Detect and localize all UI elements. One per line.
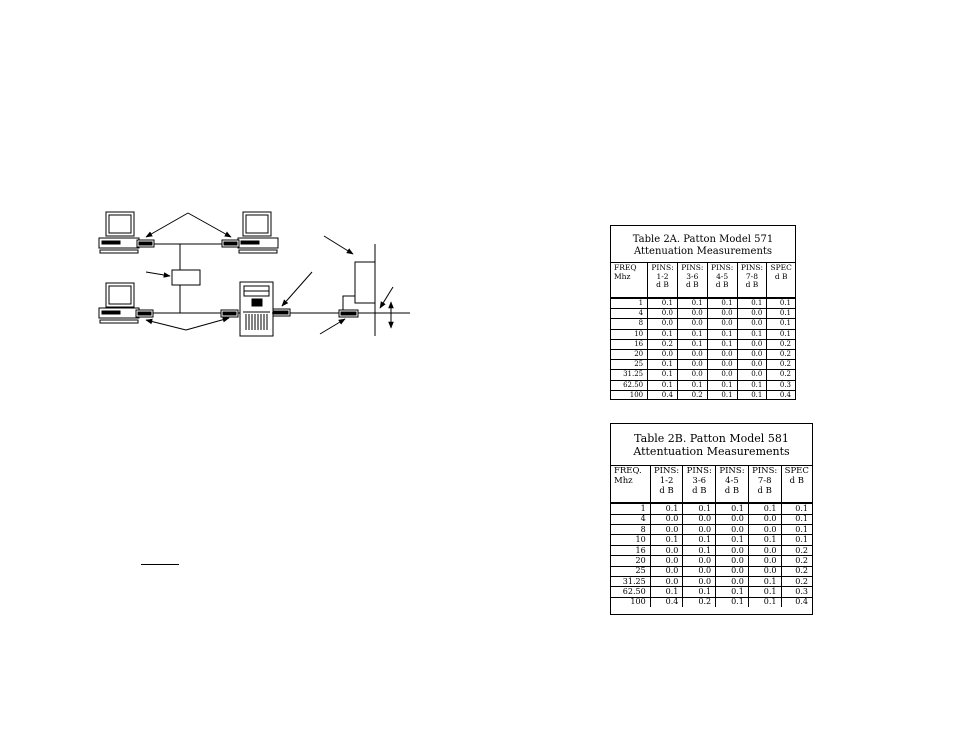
cell-pins-7-8: 0.1 — [737, 298, 767, 309]
attenuation-table-581 — [610, 423, 813, 615]
cell-pins-7-8: 0.0 — [737, 339, 767, 349]
cell-pins-4-5: 0.1 — [716, 587, 749, 597]
cell-pins-7-8: 0.1 — [748, 577, 781, 587]
table-row — [611, 298, 795, 309]
header-spec: SPEC d B — [781, 466, 812, 504]
cell-pins-7-8: 0.0 — [748, 525, 781, 535]
cell-pins-7-8: 0.0 — [748, 514, 781, 524]
cell-pins-7-8: 0.0 — [748, 545, 781, 555]
surge-protector-icon — [222, 240, 239, 247]
cell-spec: 0.3 — [781, 587, 812, 597]
cell-pins-4-5: 0.0 — [716, 545, 749, 555]
cell-pins-7-8: 0.1 — [737, 390, 767, 400]
cell-pins-1-2: 0.0 — [648, 349, 678, 359]
cell-freq: 25 — [611, 566, 650, 576]
cell-pins-1-2: 0.1 — [648, 380, 678, 390]
computer-icon — [99, 283, 139, 323]
cell-pins-3-6: 0.0 — [677, 370, 707, 380]
cell-freq: 20 — [611, 349, 648, 359]
cell-pins-4-5: 0.1 — [707, 380, 737, 390]
header-pins-4-5: PINS: 4-5 d B — [716, 466, 749, 504]
cell-freq: 8 — [611, 319, 648, 329]
table-title-line1: Table 2A. Patton Model 571 — [632, 234, 774, 245]
cell-pins-3-6: 0.0 — [677, 309, 707, 319]
measurement-grid — [611, 262, 795, 400]
cell-pins-1-2: 0.0 — [648, 309, 678, 319]
cell-pins-3-6: 0.2 — [683, 597, 716, 607]
cell-pins-7-8: 0.1 — [748, 597, 781, 607]
cell-pins-4-5: 0.0 — [707, 319, 737, 329]
table-row — [611, 349, 795, 359]
cell-freq: 10 — [611, 329, 648, 339]
table-row — [611, 556, 812, 566]
table-row — [611, 577, 812, 587]
cell-pins-4-5: 0.0 — [716, 566, 749, 576]
cell-pins-4-5: 0.1 — [707, 298, 737, 309]
cell-pins-7-8: 0.0 — [737, 309, 767, 319]
cell-freq: 31.25 — [611, 370, 648, 380]
hub-icon — [172, 270, 200, 285]
header-row — [611, 263, 795, 299]
cell-spec: 0.1 — [767, 319, 795, 329]
table-row — [611, 514, 812, 524]
cell-pins-4-5: 0.0 — [707, 309, 737, 319]
cell-freq: 1 — [611, 298, 648, 309]
cell-spec: 0.1 — [781, 503, 812, 514]
cell-spec: 0.2 — [767, 339, 795, 349]
table-title-line2: Attentuation Measurements — [633, 444, 790, 458]
table-row — [611, 525, 812, 535]
cell-pins-3-6: 0.0 — [677, 360, 707, 370]
cell-freq: 4 — [611, 514, 650, 524]
cell-pins-3-6: 0.0 — [683, 514, 716, 524]
wall-jack-icon — [355, 262, 375, 303]
table-title — [611, 226, 795, 262]
cell-freq: 16 — [611, 339, 648, 349]
cell-pins-3-6: 0.2 — [677, 390, 707, 400]
cell-spec: 0.3 — [767, 380, 795, 390]
cell-pins-3-6: 0.1 — [683, 545, 716, 555]
header-pins-4-5: PINS: 4-5 d B — [707, 263, 737, 299]
surge-protector-icon — [137, 240, 154, 247]
cell-pins-1-2: 0.1 — [650, 587, 683, 597]
table-row — [611, 319, 795, 329]
cell-pins-7-8: 0.0 — [737, 349, 767, 359]
cell-pins-3-6: 0.1 — [677, 339, 707, 349]
cell-pins-1-2: 0.0 — [650, 556, 683, 566]
measurement-grid — [611, 465, 812, 607]
cell-pins-3-6: 0.0 — [683, 556, 716, 566]
table-body — [611, 298, 795, 400]
cell-pins-1-2: 0.0 — [648, 319, 678, 329]
table-row — [611, 309, 795, 319]
cell-pins-7-8: 0.0 — [737, 360, 767, 370]
cell-freq: 16 — [611, 545, 650, 555]
cell-spec: 0.1 — [781, 525, 812, 535]
cell-spec: 0.2 — [781, 566, 812, 576]
cell-freq: 62.50 — [611, 380, 648, 390]
cell-spec: 0.2 — [767, 370, 795, 380]
table-body — [611, 503, 812, 607]
underline-rule — [141, 564, 179, 565]
header-freq: FREQ. Mhz — [611, 466, 650, 504]
cell-freq: 1 — [611, 503, 650, 514]
table-row — [611, 370, 795, 380]
cell-pins-1-2: 0.0 — [650, 566, 683, 576]
cell-pins-1-2: 0.2 — [648, 339, 678, 349]
cell-pins-7-8: 0.1 — [748, 535, 781, 545]
computer-icon — [99, 212, 139, 253]
table-row — [611, 545, 812, 555]
cell-pins-4-5: 0.1 — [707, 329, 737, 339]
surge-protector-icon — [221, 310, 238, 317]
cell-freq: 31.25 — [611, 577, 650, 587]
surge-protector-icon — [272, 309, 290, 316]
cell-spec: 0.2 — [781, 577, 812, 587]
cell-spec: 0.2 — [781, 556, 812, 566]
cell-spec: 0.2 — [767, 349, 795, 359]
table-title-line2: Attenuation Measurements — [633, 245, 773, 257]
cell-pins-7-8: 0.0 — [737, 370, 767, 380]
cell-pins-4-5: 0.1 — [716, 503, 749, 514]
cell-pins-1-2: 0.1 — [648, 329, 678, 339]
cell-pins-1-2: 0.1 — [648, 370, 678, 380]
cell-spec: 0.1 — [767, 298, 795, 309]
cell-pins-1-2: 0.0 — [650, 545, 683, 555]
cell-pins-1-2: 0.4 — [650, 597, 683, 607]
header-pins-3-6: PINS: 3-6 d B — [683, 466, 716, 504]
cell-pins-3-6: 0.1 — [683, 535, 716, 545]
surge-protector-icon — [339, 310, 358, 317]
header-pins-7-8: PINS: 7-8 d B — [748, 466, 781, 504]
table-row — [611, 339, 795, 349]
table-row — [611, 587, 812, 597]
cell-pins-4-5: 0.0 — [716, 525, 749, 535]
cell-pins-4-5: 0.1 — [707, 390, 737, 400]
cell-pins-3-6: 0.0 — [683, 525, 716, 535]
cell-freq: 10 — [611, 535, 650, 545]
table-title-line1: Table 2B. Patton Model 581 — [634, 432, 789, 445]
cell-spec: 0.1 — [767, 329, 795, 339]
cell-pins-7-8: 0.1 — [748, 587, 781, 597]
header-pins-1-2: PINS: 1-2 d B — [650, 466, 683, 504]
cell-freq: 20 — [611, 556, 650, 566]
table-row — [611, 390, 795, 400]
cell-pins-3-6: 0.1 — [683, 587, 716, 597]
cell-pins-7-8: 0.0 — [748, 556, 781, 566]
cell-pins-3-6: 0.1 — [677, 380, 707, 390]
cell-pins-3-6: 0.1 — [677, 329, 707, 339]
cell-pins-4-5: 0.0 — [707, 370, 737, 380]
table-row — [611, 380, 795, 390]
cell-pins-4-5: 0.1 — [716, 597, 749, 607]
cell-freq: 100 — [611, 597, 650, 607]
cell-freq: 25 — [611, 360, 648, 370]
header-freq: FREQ Mhz — [611, 263, 648, 299]
cell-pins-3-6: 0.1 — [677, 298, 707, 309]
cell-spec: 0.2 — [781, 545, 812, 555]
cell-pins-4-5: 0.1 — [707, 339, 737, 349]
cell-pins-1-2: 0.1 — [648, 298, 678, 309]
cell-pins-3-6: 0.1 — [683, 503, 716, 514]
cell-pins-7-8: 0.1 — [737, 380, 767, 390]
cell-pins-3-6: 0.0 — [683, 566, 716, 576]
cell-spec: 0.1 — [781, 514, 812, 524]
cell-pins-7-8: 0.1 — [737, 329, 767, 339]
cell-spec: 0.2 — [767, 360, 795, 370]
cell-pins-3-6: 0.0 — [683, 577, 716, 587]
header-pins-1-2: PINS: 1-2 d B — [648, 263, 678, 299]
cell-pins-3-6: 0.0 — [677, 319, 707, 329]
cell-pins-7-8: 0.1 — [748, 503, 781, 514]
cell-freq: 4 — [611, 309, 648, 319]
table-row — [611, 329, 795, 339]
cell-pins-4-5: 0.1 — [716, 535, 749, 545]
cell-spec: 0.1 — [767, 309, 795, 319]
cell-pins-1-2: 0.4 — [648, 390, 678, 400]
cell-pins-1-2: 0.1 — [650, 503, 683, 514]
header-pins-7-8: PINS: 7-8 d B — [737, 263, 767, 299]
table-row — [611, 360, 795, 370]
surge-protector-icon — [136, 310, 153, 317]
computer-icon — [238, 212, 278, 253]
cell-pins-3-6: 0.0 — [677, 349, 707, 359]
cell-spec: 0.4 — [779, 390, 791, 399]
cell-pins-4-5: 0.0 — [716, 556, 749, 566]
cell-pins-1-2: 0.1 — [648, 360, 678, 370]
table-row — [611, 535, 812, 545]
cell-pins-4-5: 0.0 — [716, 514, 749, 524]
cell-pins-4-5: 0.0 — [707, 349, 737, 359]
cell-spec: 0.4 — [795, 597, 808, 607]
cell-freq: 62.50 — [611, 587, 650, 597]
cell-pins-7-8: 0.0 — [748, 566, 781, 576]
table-title — [611, 424, 812, 465]
cell-freq: 100 — [611, 390, 648, 400]
header-row — [611, 466, 812, 504]
table-row — [611, 597, 812, 607]
table-row — [611, 566, 812, 576]
server-icon — [240, 282, 273, 336]
header-spec: SPEC d B — [767, 263, 795, 299]
cell-pins-4-5: 0.0 — [716, 577, 749, 587]
cell-pins-7-8: 0.0 — [737, 319, 767, 329]
cell-pins-1-2: 0.0 — [650, 514, 683, 524]
table-row — [611, 503, 812, 514]
cell-pins-1-2: 0.1 — [650, 535, 683, 545]
cell-spec: 0.1 — [781, 535, 812, 545]
cell-pins-4-5: 0.0 — [707, 360, 737, 370]
attenuation-table-571 — [610, 225, 796, 400]
cell-pins-1-2: 0.0 — [650, 525, 683, 535]
header-pins-3-6: PINS: 3-6 d B — [677, 263, 707, 299]
cell-pins-1-2: 0.0 — [650, 577, 683, 587]
cell-freq: 8 — [611, 525, 650, 535]
